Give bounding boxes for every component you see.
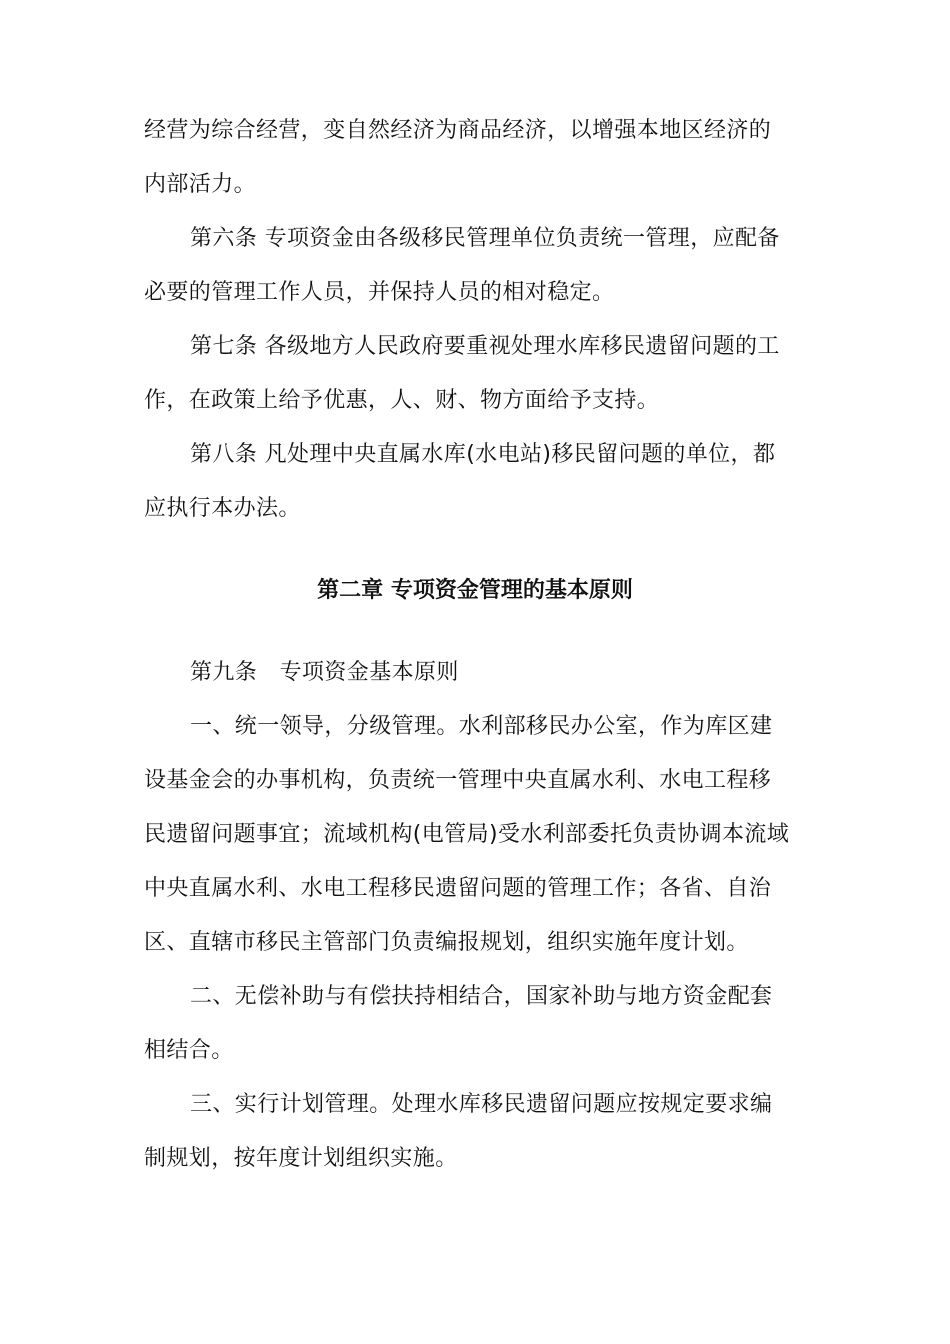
article-8-line: 第八条 凡处理中央直属水库(水电站)移民留问题的单位，都 (190, 442, 776, 467)
article-7-line: 第七条 各级地方人民政府要重视处理水库移民遗留问题的工 (190, 334, 780, 359)
paragraph-line: 制规划，按年度计划组织实施。 (144, 1146, 458, 1171)
chapter-heading: 第二章 专项资金管理的基本原则 (317, 578, 633, 603)
paragraph-line: 民遗留问题事宜；流域机构(电管局)受水利部委托负责协调本流域 (144, 822, 790, 847)
principle-2-line: 二、无偿补助与有偿扶持相结合，国家补助与地方资金配套 (190, 984, 773, 1009)
paragraph-line: 内部活力。 (144, 172, 257, 197)
paragraph-line: 作，在政策上给予优惠，人、财、物方面给予支持。 (144, 388, 660, 413)
principle-1-line: 一、统一领导，分级管理。水利部移民办公室，作为库区建 (190, 714, 773, 739)
paragraph-line: 中央直属水利、水电工程移民遗留问题的管理工作；各省、自治 (144, 876, 772, 901)
paragraph-line: 相结合。 (144, 1038, 234, 1063)
paragraph-line: 应执行本办法。 (144, 496, 301, 521)
article-9-line: 第九条 专项资金基本原则 (190, 660, 459, 685)
principle-3-line: 三、实行计划管理。处理水库移民遗留问题应按规定要求编 (190, 1092, 773, 1117)
article-6-line: 第六条 专项资金由各级移民管理单位负责统一管理，应配备 (190, 226, 780, 251)
paragraph-line: 区、直辖市移民主管部门负责编报规划，组织实施年度计划。 (144, 930, 749, 955)
paragraph-line: 必要的管理工作人员，并保持人员的相对稳定。 (144, 280, 615, 305)
paragraph-line: 经营为综合经营，变自然经济为商品经济，以增强本地区经济的 (144, 118, 772, 143)
paragraph-line: 设基金会的办事机构，负责统一管理中央直属水利、水电工程移 (144, 768, 772, 793)
